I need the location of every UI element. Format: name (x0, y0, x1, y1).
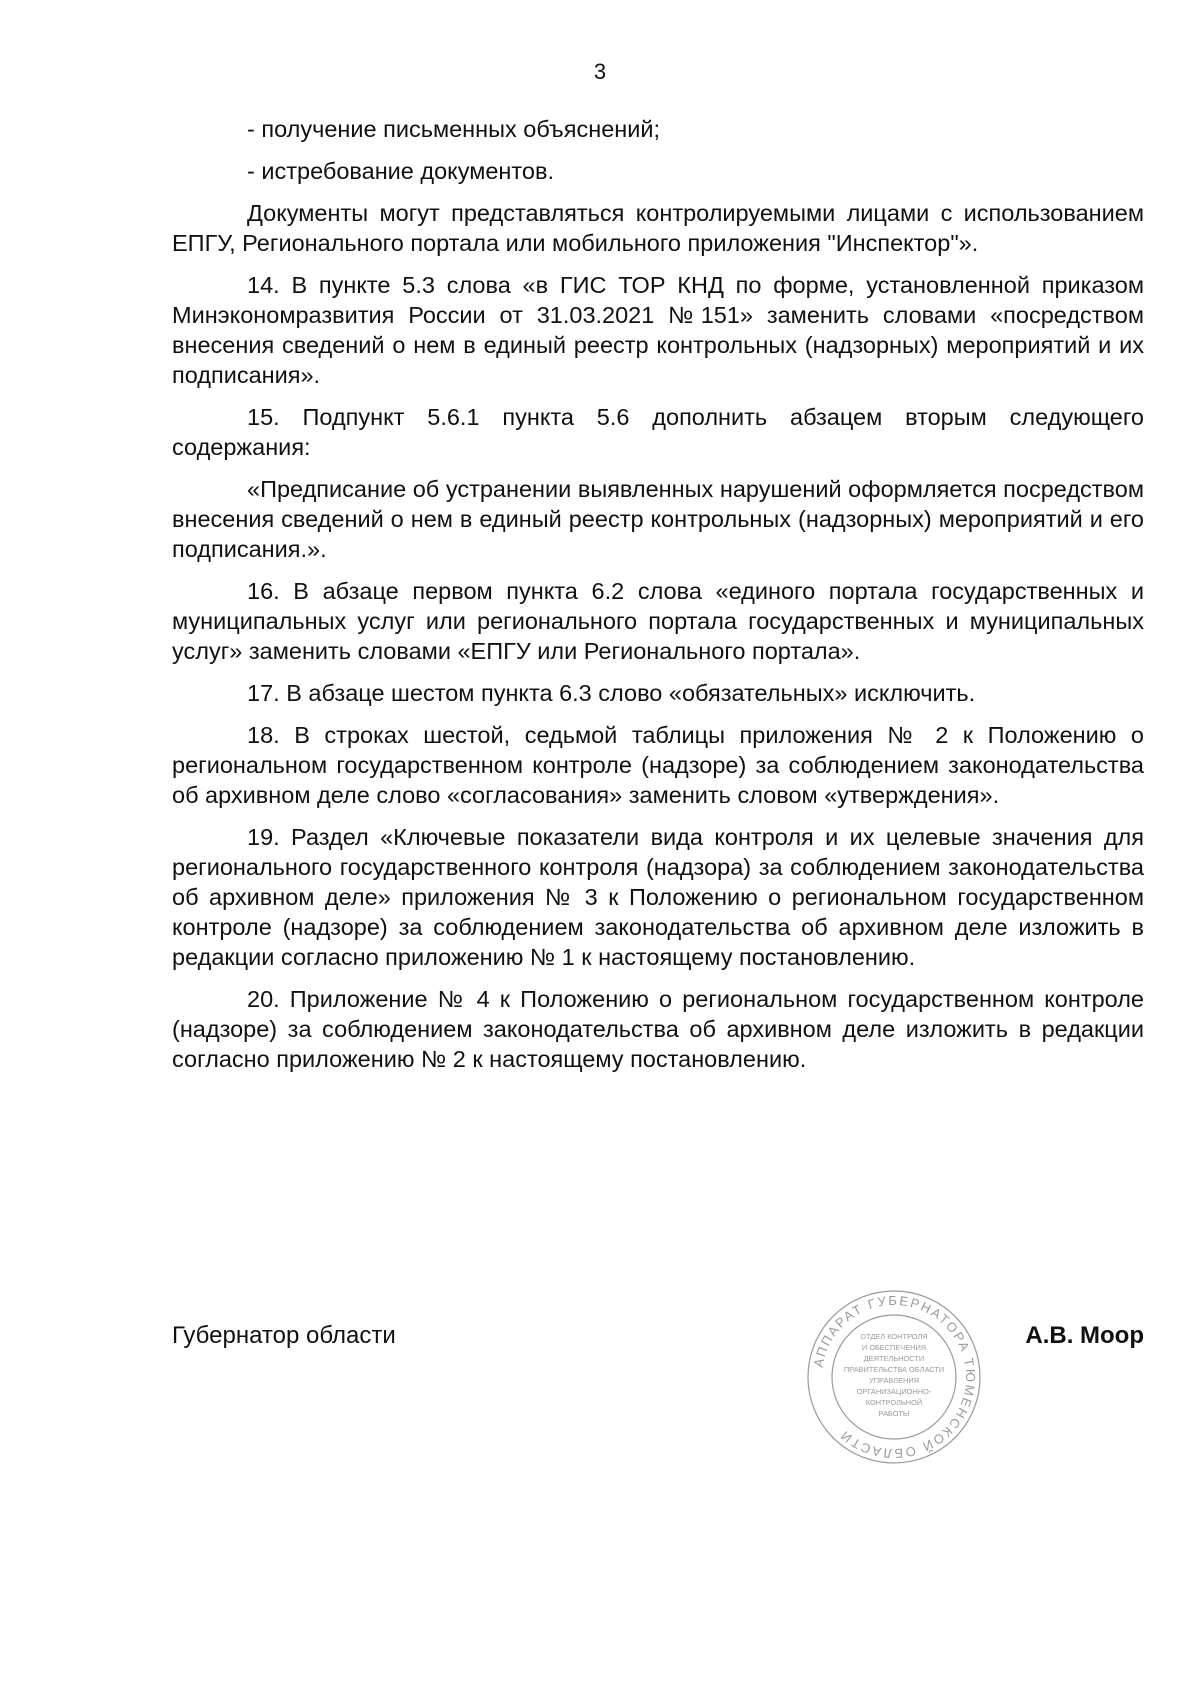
signatory-title: Губернатор области (172, 1322, 396, 1349)
paragraph-item: - получение письменных объяснений; (247, 116, 661, 142)
page-number: 3 (593, 59, 607, 84)
paragraph-item: Документы могут представляться контролируемыми лицами с использованием ЕПГУ, Регионального портала или мобильного приложения "Инспектор"». (172, 200, 1144, 256)
paragraph-item: 14. В пункте 5.3 слова «в ГИС ТОР КНД по форме, установленной приказом Минэкономразвития России от 31.03.2021 №151» заменить словами «посредством внесения сведений о нем в единый реестр контрольных (надзорных) мероприятий и их подписания». (172, 272, 1144, 388)
signatory-name: А.В. Моор (1025, 1322, 1144, 1349)
stamp-inner-line: УПРАВЛЕНИЯ (869, 1376, 919, 1385)
stamp-inner-line: ДЕЯТЕЛЬНОСТИ (863, 1354, 925, 1363)
stamp-inner-line: РАБОТЫ (878, 1409, 910, 1418)
paragraph-item: «Предписание об устранении выявленных нарушений оформляется посредством внесения сведений о нем в единый реестр контрольных (надзорных) мероприятий и его подписания.». (172, 476, 1144, 562)
paragraph-item: 17. В абзаце шестом пункта 6.3 слово «обязательных» исключить. (247, 680, 976, 706)
stamp-outer-text: АППАРАТ ГУБЕРНАТОРА ТЮМЕНСКОЙ ОБЛАСТИ (810, 1292, 979, 1462)
paragraph-item: 19. Раздел «Ключевые показатели вида контроля и их целевые значения для регионального государственного контроля (надзора) за соблюдением законодательства об архивном деле» приложения № 3 к Положению о региональном государственном контроле (надзоре) за соблюдением законодательства об архивном деле изложить в редакции согласно приложению № 1 к настоящему постановлению. (172, 824, 1144, 970)
paragraph-item: 20. Приложение № 4 к Положению о региональном государственном контроле (надзоре) за соблюдением законодательства об архивном деле изложить в редакции согласно приложению № 2 к настоящему постановлению. (172, 986, 1144, 1072)
official-stamp-icon (804, 1287, 984, 1467)
paragraph-item: 15. Подпункт 5.6.1 пункта 5.6 дополнить абзацем вторым следующего содержания: (172, 404, 1144, 460)
paragraph-item: 18. В строках шестой, седьмой таблицы приложения № 2 к Положению о региональном государственном контроле (надзоре) за соблюдением законодательства об архивном деле слово «согласования» заменить словом «утверждения». (172, 722, 1144, 808)
signature-block (172, 1320, 1144, 1360)
stamp-inner-line: ПРАВИТЕЛЬСТВА ОБЛАСТИ (843, 1365, 945, 1374)
stamp-inner-line: КОНТРОЛЬНОЙ (865, 1398, 923, 1407)
paragraph-item: - истребование документов. (247, 158, 554, 184)
paragraph-item: 16. В абзаце первом пункта 6.2 слова «единого портала государственных и муниципальных услуг или регионального портала государственных и муниципальных услуг» заменить словами «ЕПГУ или Регионального портала». (172, 578, 1144, 664)
document-body (172, 114, 1144, 1086)
stamp-inner-line: ОРГАНИЗАЦИОННО- (856, 1387, 932, 1396)
stamp-inner-line: И ОБЕСПЕЧЕНИЯ (861, 1343, 927, 1352)
stamp-inner-line: ОТДЕЛ КОНТРОЛЯ (860, 1332, 928, 1341)
